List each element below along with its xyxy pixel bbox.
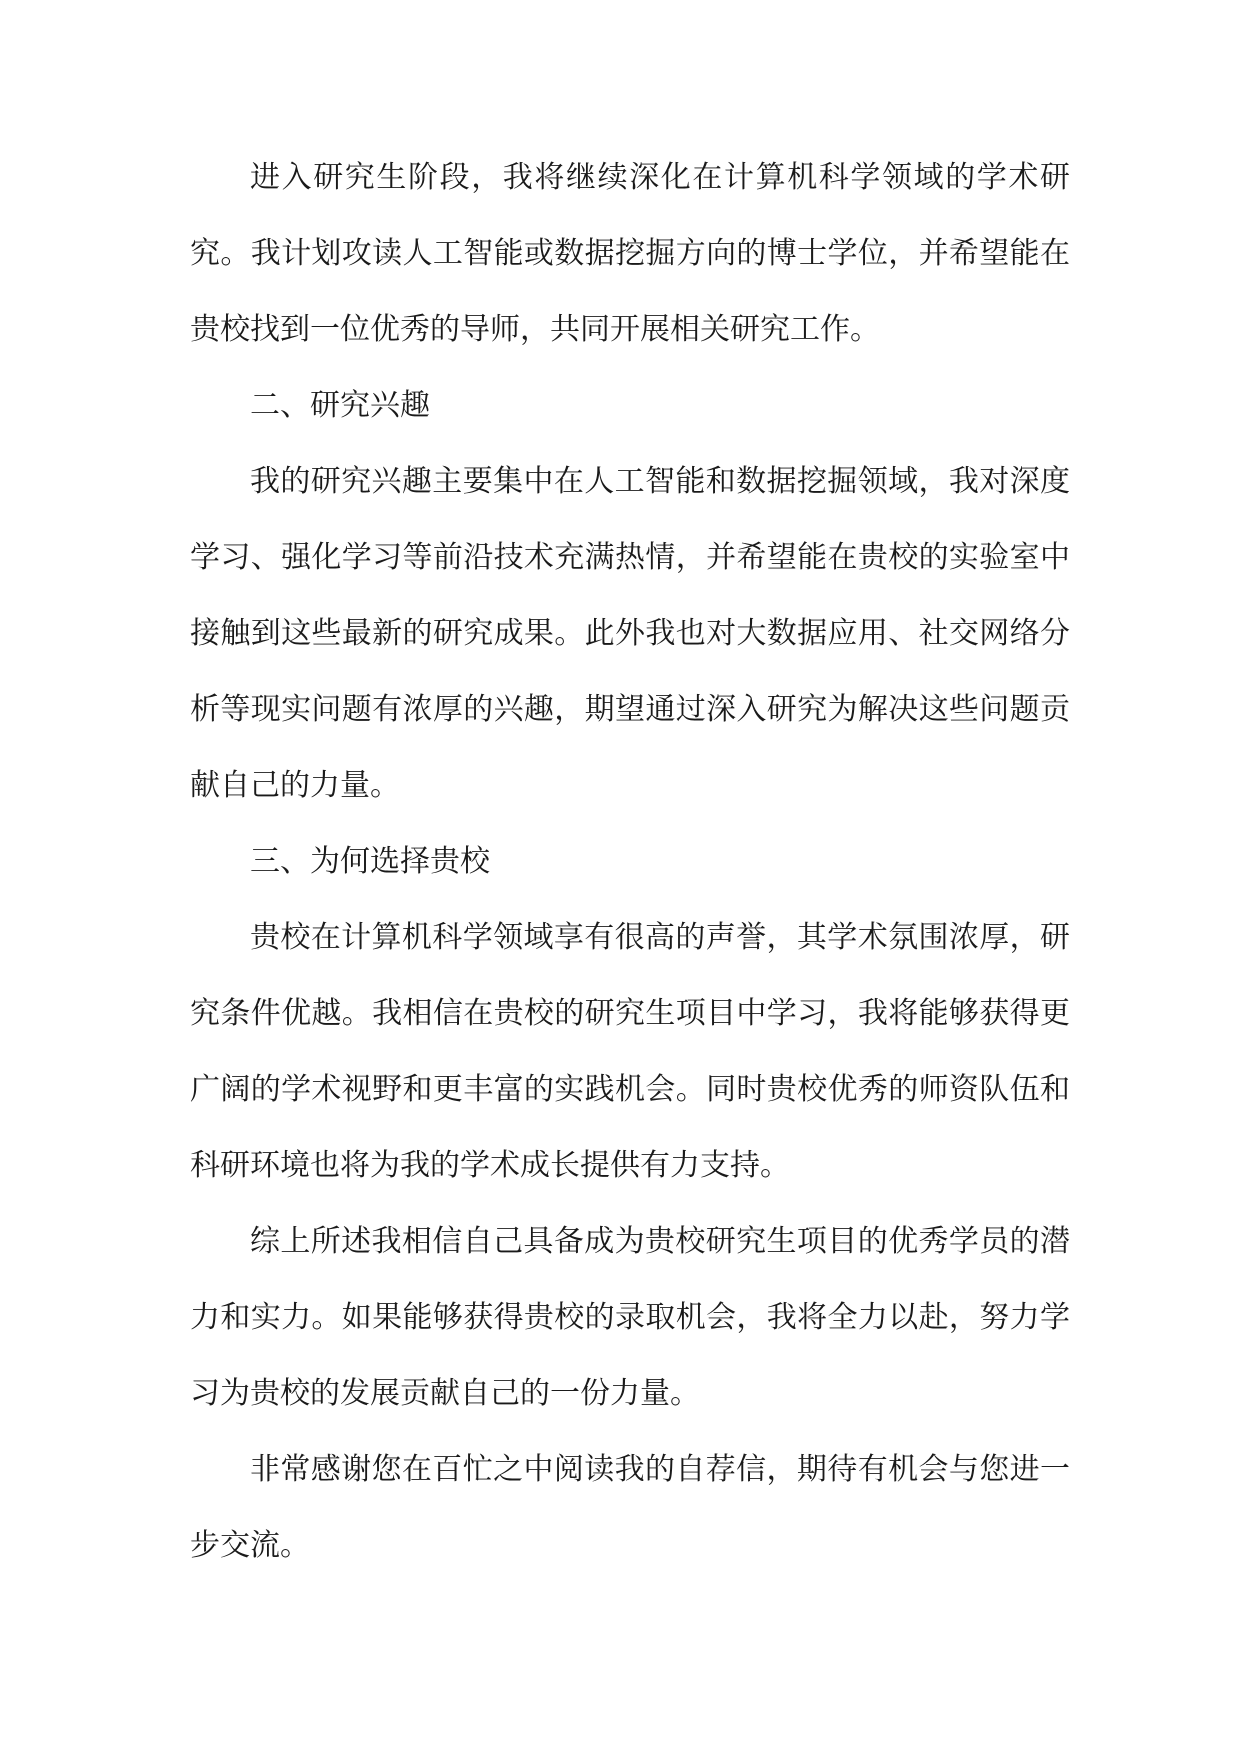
paragraph-research-interest: 我的研究兴趣主要集中在人工智能和数据挖掘领域，我对深度学习、强化学习等前沿技术充满热情，并希望能在贵校的实验室中接触到这些最新的研究成果。此外我也对大数据应用、社交网络分析等现实问题有浓厚的兴趣，期望通过深入研究为解决这些问题贡献自己的力量。 (190, 464, 1070, 803)
paragraph-graduate-plan: 进入研究生阶段，我将继续深化在计算机科学领域的学术研究。我计划攻读人工智能或数据挖掘方向的博士学位，并希望能在贵校找到一位优秀的导师，共同开展相关研究工作。 (190, 160, 1070, 347)
document-body (190, 140, 1070, 1584)
section-heading-research-interest: 二、研究兴趣 (250, 388, 430, 423)
paragraph-summary: 综上所述我相信自己具备成为贵校研究生项目的优秀学员的潜力和实力。如果能够获得贵校的录取机会，我将全力以赴，努力学习为贵校的发展贡献自己的一份力量。 (190, 1224, 1070, 1411)
section-heading-why-school: 三、为何选择贵校 (250, 844, 490, 879)
paragraph-why-school: 贵校在计算机科学领域享有很高的声誉，其学术氛围浓厚，研究条件优越。我相信在贵校的研究生项目中学习，我将能够获得更广阔的学术视野和更丰富的实践机会。同时贵校优秀的师资队伍和科研环境也将为我的学术成长提供有力支持。 (190, 920, 1070, 1183)
paragraph-thanks: 非常感谢您在百忙之中阅读我的自荐信，期待有机会与您进一步交流。 (190, 1452, 1070, 1563)
